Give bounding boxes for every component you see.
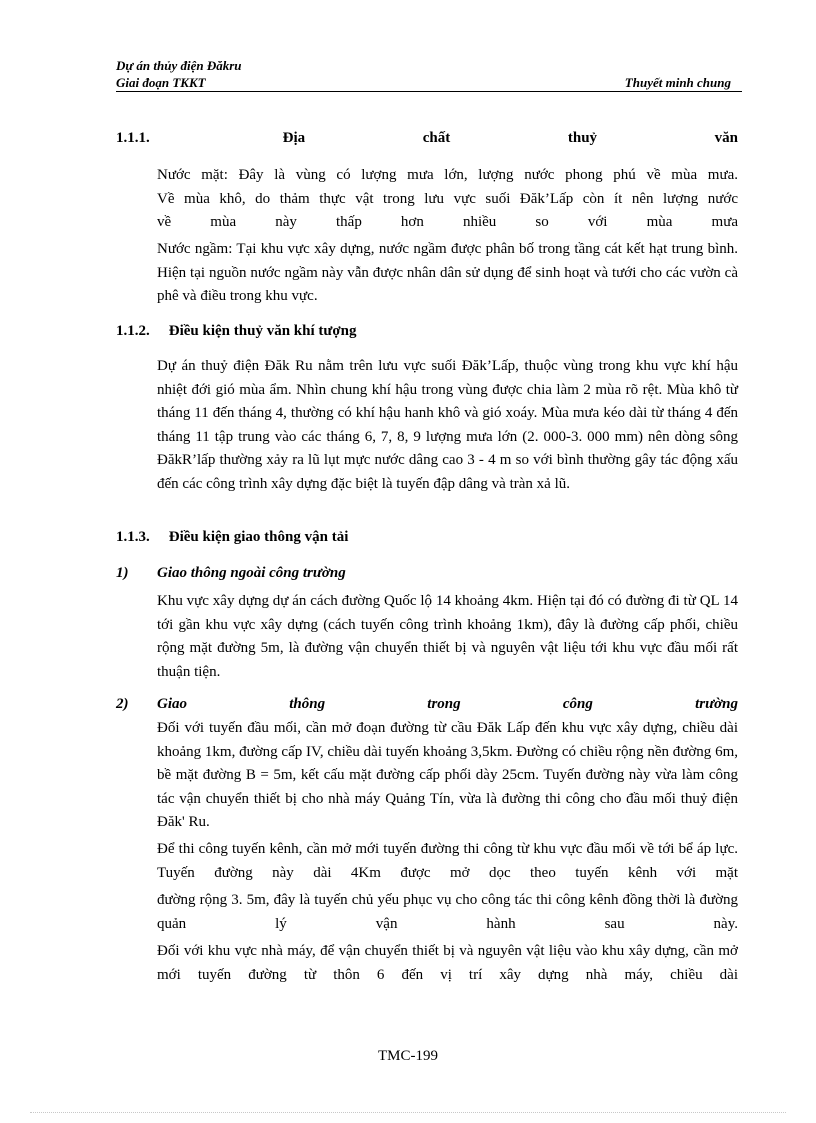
paragraph-internal-traffic-4: Đối với khu vực nhà máy, để vận chuyển thiết bị và nguyên vật liệu vào khu xây dựng, cần mở mới tuyến đường từ thôn 6 đến vị trí xây dựng nhà máy, chiều dài — [157, 943, 738, 983]
section-number: 1.1.1. — [116, 130, 150, 146]
paragraph-internal-traffic-1: Đối với tuyến đầu mối, cần mở đoạn đường từ cầu Đăk Lấp đến khu vực xây dựng, chiều dài khoảng 1km, đường cấp IV, chiều dài tuyến khoảng 3,5km. Đường có chiều rộng nền đường 6m, bề mặt đường B = 5m, kết cấu mặt đường cấp phối dày 25cm. Tuyến đường này vừa làm công tác vận chuyển thiết bị cho nhà máy Quảng Tín, vừa là đường thi công cho đầu mối thuỷ điện Đăk' Ru. — [157, 720, 738, 831]
page-bottom-border — [30, 1112, 786, 1113]
paragraph-line: Về mùa khô, do thảm thực vật trong lưu vực suối Đăk’Lấp còn ít nên lượng nước — [157, 190, 738, 207]
section-heading-1-1-2 — [116, 321, 738, 341]
section-heading-1-1-3 — [116, 527, 738, 547]
header-doc-type: Thuyết minh chung — [624, 75, 731, 90]
paragraph-surface-water — [157, 164, 738, 235]
paragraph-internal-traffic-2: Để thi công tuyến kênh, cần mở mới tuyến đường thi công từ khu vực đầu mối về tới bể áp lực. Tuyến đường này dài 4Km được mở dọc theo tuyến kênh với mặt — [157, 841, 738, 881]
paragraph-line: về mùa này thấp hơn nhiều so với mùa mưa — [157, 214, 738, 231]
paragraph-line: Nước mặt: Đây là vùng có lượng mưa lớn, lượng nước phong phú về mùa mưa. — [157, 167, 738, 183]
paragraph-ground-water: Nước ngầm: Tại khu vực xây dựng, nước ngầm được phân bố trong tầng cát kết hạt trung bình. Hiện tại nguồn nước ngầm này vẫn được nhân dân sử dụng để sinh hoạt và tưới cho các vườn cà phê và điều trong khu vực. — [157, 241, 738, 305]
header-rule — [116, 91, 742, 92]
section-heading-1-1-1 — [116, 128, 738, 148]
paragraph-external-traffic: Khu vực xây dựng dự án cách đường Quốc lộ 14 khoảng 4km. Hiện tại đó có đường đi từ QL 14 tới gần khu vực xây dựng (cách tuyến công trình khoảng 1km), đây là đường cấp phối, chiều rộng mặt đường 5m, là đường vận chuyển thiết bị và nguyên vật liệu tới khu vực đầu mối rất thuận tiện. — [157, 593, 738, 680]
subsection-number: 1) — [116, 565, 129, 581]
paragraph-climate: Dự án thuỷ điện Đăk Ru nằm trên lưu vực suối Đăk’Lấp, thuộc vùng trong khu vực khí hậu nhiệt đới gió mùa ẩm. Nhìn chung khí hậu trong vùng được chia làm 2 mùa rõ rệt. Mùa khô từ tháng 11 đến tháng 4, thường có khí hậu hanh khô và gió xoáy. Mùa mưa kéo dài từ tháng 4 đến tháng 11 tập trung vào các tháng 6, 7, 8, 9 lượng mưa lớn (2. 000-3. 000 mm) nên dòng sông ĐăkR’lấp thường xảy ra lũ lụt mực nước dâng cao 3 - 4 m so với bình thường gây tác động xấu đến các công trình xây dựng đặc biệt là tuyến đập dâng và tràn xả lũ. — [157, 358, 738, 492]
header-project: Dự án thủy điện Đăkru — [116, 58, 242, 73]
header-row — [116, 75, 739, 90]
section-title: Điều kiện giao thông vận tải — [168, 529, 349, 545]
header-phase: Giai đoạn TKKT — [116, 75, 206, 90]
subsection-title: Giao thông ngoài công trường — [157, 565, 346, 581]
section-number: 1.1.2. — [116, 323, 150, 339]
paragraph-internal-traffic-3: đường rộng 3. 5m, đây là tuyến chủ yếu phục vụ cho công tác thi công kênh đồng thời là đường quản lý vận hành sau này. — [157, 892, 738, 932]
page-number: TMC-199 — [378, 1048, 438, 1064]
section-title: Điều kiện thuỷ văn khí tượng — [168, 323, 357, 339]
subsection-title: Giao thông trong công trường — [157, 696, 738, 712]
section-title: Địa chất thuỷ văn — [282, 130, 738, 146]
subsection-number: 2) — [116, 696, 129, 712]
section-number: 1.1.3. — [116, 529, 150, 545]
